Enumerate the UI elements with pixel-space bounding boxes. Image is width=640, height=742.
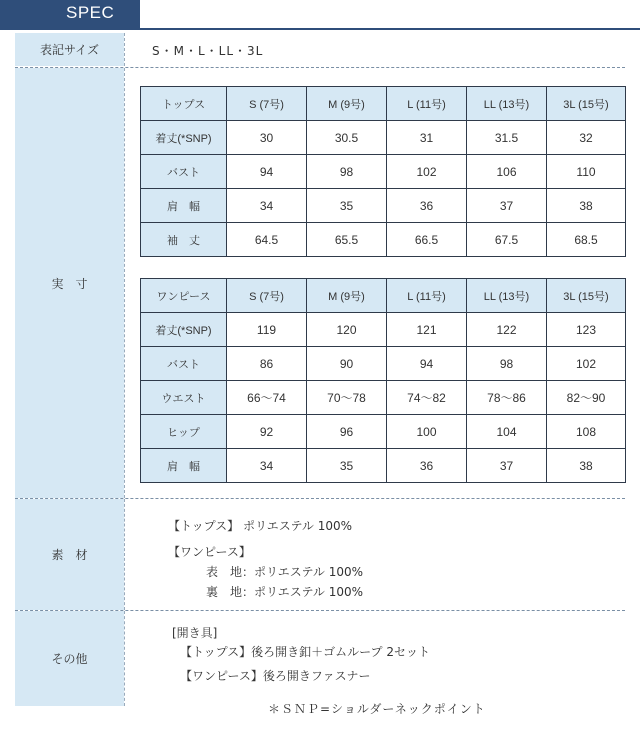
table-header-cell: 3L (15号) xyxy=(547,279,626,313)
row-label-cell: ヒップ xyxy=(141,415,227,449)
table-cell: 64.5 xyxy=(227,223,307,257)
table-cell: 36 xyxy=(387,449,467,483)
material-tops: 【トップス】 ポリエステル 100% xyxy=(168,519,353,533)
table-cell: 108 xyxy=(547,415,626,449)
table-cell: 96 xyxy=(307,415,387,449)
table-cell: 35 xyxy=(307,449,387,483)
table-cell: 123 xyxy=(547,313,626,347)
table-row xyxy=(141,223,626,257)
other-label: その他 xyxy=(15,611,124,706)
table-cell: 86 xyxy=(227,347,307,381)
table-cell: 90 xyxy=(307,347,387,381)
divider-vertical xyxy=(124,33,125,66)
table-cell: 34 xyxy=(227,189,307,223)
row-label-cell: バスト xyxy=(141,347,227,381)
table-row xyxy=(141,121,626,155)
tops-size-table xyxy=(140,86,626,257)
table-cell: 102 xyxy=(387,155,467,189)
row-label-cell: バスト xyxy=(141,155,227,189)
table-cell: 31 xyxy=(387,121,467,155)
table-cell: 94 xyxy=(387,347,467,381)
table-cell: 110 xyxy=(547,155,626,189)
table-cell: 30 xyxy=(227,121,307,155)
table-header-cell: トップス xyxy=(141,87,227,121)
table-cell: 106 xyxy=(467,155,547,189)
row-label-cell: 肩 幅 xyxy=(141,189,227,223)
closure-title: [開き具] xyxy=(172,626,218,640)
closure-tops: 【トップス】後ろ開き釦＋ゴムループ 2セット xyxy=(180,645,431,659)
dimensions-label: 実 寸 xyxy=(15,68,124,498)
table-cell: 94 xyxy=(227,155,307,189)
table-cell: 32 xyxy=(547,121,626,155)
spec-header xyxy=(0,0,640,30)
table-header-row xyxy=(141,279,626,313)
divider-vertical xyxy=(124,499,125,610)
table-header-cell: ワンピース xyxy=(141,279,227,313)
table-cell: 98 xyxy=(467,347,547,381)
table-cell: 120 xyxy=(307,313,387,347)
table-row xyxy=(141,381,626,415)
table-cell: 67.5 xyxy=(467,223,547,257)
material-onepiece-outer: 表 地：ポリエステル 100% xyxy=(206,565,364,579)
snp-footnote: ＊ＳＮＰ=ショルダーネックポイント xyxy=(268,702,486,716)
table-header-cell: L (11号) xyxy=(387,87,467,121)
row-label-cell: 着丈(*SNP) xyxy=(141,121,227,155)
table-cell: 37 xyxy=(467,189,547,223)
table-header-cell: S (7号) xyxy=(227,279,307,313)
row-label-cell: ウエスト xyxy=(141,381,227,415)
table-cell: 38 xyxy=(547,189,626,223)
table-row xyxy=(141,449,626,483)
table-header-cell: L (11号) xyxy=(387,279,467,313)
table-row xyxy=(141,155,626,189)
table-cell: 66～74 xyxy=(227,381,307,415)
table-cell: 35 xyxy=(307,189,387,223)
material-onepiece-lining: 裏 地：ポリエステル 100% xyxy=(206,585,364,599)
onepiece-size-table xyxy=(140,278,626,483)
size-list: S・M・L・LL・3L xyxy=(152,44,264,58)
table-header-cell: 3L (15号) xyxy=(547,87,626,121)
table-cell: 121 xyxy=(387,313,467,347)
table-cell: 82～90 xyxy=(547,381,626,415)
table-cell: 102 xyxy=(547,347,626,381)
table-cell: 36 xyxy=(387,189,467,223)
table-header-cell: M (9号) xyxy=(307,87,387,121)
table-cell: 74～82 xyxy=(387,381,467,415)
table-cell: 34 xyxy=(227,449,307,483)
table-cell: 70～78 xyxy=(307,381,387,415)
table-row xyxy=(141,347,626,381)
material-onepiece-title: 【ワンピース】 xyxy=(168,545,251,559)
table-cell: 98 xyxy=(307,155,387,189)
table-header-cell: M (9号) xyxy=(307,279,387,313)
table-cell: 30.5 xyxy=(307,121,387,155)
table-cell: 92 xyxy=(227,415,307,449)
table-cell: 31.5 xyxy=(467,121,547,155)
table-header-cell: LL (13号) xyxy=(467,87,547,121)
table-header-row xyxy=(141,87,626,121)
table-cell: 65.5 xyxy=(307,223,387,257)
table-cell: 38 xyxy=(547,449,626,483)
table-cell: 66.5 xyxy=(387,223,467,257)
size-notation-label: 表記サイズ xyxy=(15,33,124,66)
table-header-cell: LL (13号) xyxy=(467,279,547,313)
row-label-cell: 肩 幅 xyxy=(141,449,227,483)
table-cell: 37 xyxy=(467,449,547,483)
closure-onepiece: 【ワンピース】後ろ開きファスナー xyxy=(180,669,371,683)
divider-vertical xyxy=(124,611,125,706)
table-cell: 104 xyxy=(467,415,547,449)
table-header-cell: S (7号) xyxy=(227,87,307,121)
table-cell: 100 xyxy=(387,415,467,449)
row-label-cell: 着丈(*SNP) xyxy=(141,313,227,347)
material-label: 素 材 xyxy=(15,499,124,610)
table-row xyxy=(141,415,626,449)
table-row xyxy=(141,313,626,347)
table-cell: 78～86 xyxy=(467,381,547,415)
divider-vertical xyxy=(124,68,125,498)
header-underline xyxy=(0,28,640,30)
spec-title: SPEC xyxy=(66,3,115,22)
table-cell: 68.5 xyxy=(547,223,626,257)
table-cell: 119 xyxy=(227,313,307,347)
table-cell: 122 xyxy=(467,313,547,347)
row-label-cell: 袖 丈 xyxy=(141,223,227,257)
table-row xyxy=(141,189,626,223)
